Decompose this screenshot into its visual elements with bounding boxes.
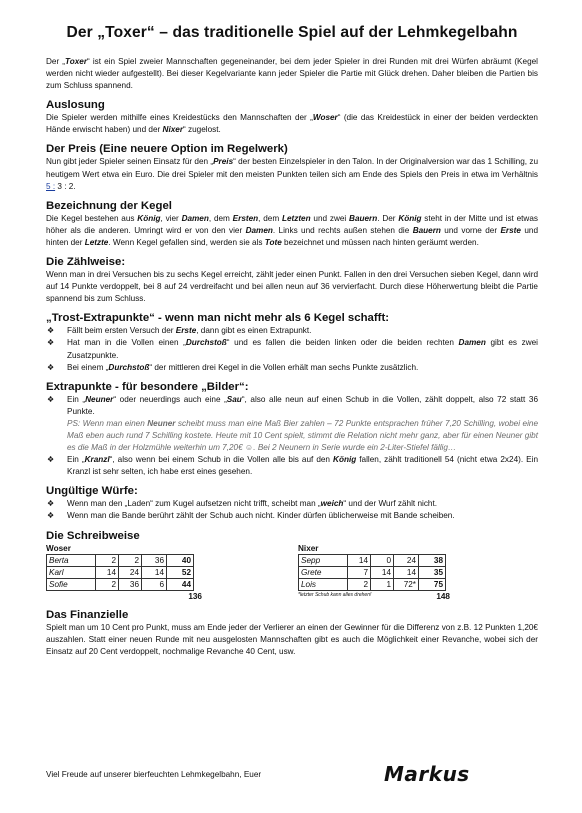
intro-text-2: “ ist ein Spiel zweier Mannschaften gegeneinander, bei dem jeder Spieler in drei Runden mit drei Würfen abräumt (Kegel werden nicht wieder aufgestellt). Bei dieser Kegelvariante kann jeder Spieler die Partie mit Glück drehen. Daher bleiben die Partien bis zum Schluss spannend. (46, 57, 538, 91)
text: Hat man in die Vollen einen „ (67, 338, 186, 348)
emph: Bauern (412, 225, 441, 235)
text: “ (die das Kreidestück in einer der beiden verdeckten Hände erwischt haben) und der (46, 113, 538, 135)
emph: Erste (175, 326, 197, 336)
page-title: Der „Toxer“ – das traditionelle Spiel auf der Lehmkegelbahn (66, 24, 518, 41)
ratio-link[interactable]: 5 : (46, 181, 56, 191)
section-heading-auslosung: Auslosung (46, 99, 105, 112)
emph: Letzte (84, 237, 109, 247)
round-2-cell: 14 (371, 566, 394, 578)
text: “, also wenn bei einem Schub in die Vollen alle bis auf den (109, 455, 334, 465)
round-3-cell: 72* (394, 578, 419, 590)
emph: weich (320, 499, 344, 509)
text: steht in der Mitte und ist etwas höher als die anderen. Umringt wird er von den vier (46, 213, 538, 235)
table-row (299, 578, 446, 590)
text: fallen, zählt traditionell 54 (nicht etwa 2x24). Ein Kranzl ist sehr selten, ich habe erst eines gesehen. (67, 455, 539, 477)
text: Nun gibt jeder Spieler seinen Einsatz für den „ (46, 157, 214, 167)
round-1-cell: 2 (96, 578, 119, 590)
round-1-cell: 14 (348, 554, 371, 566)
document-page (46, 24, 538, 658)
zaehlweise-paragraph: Wenn man in drei Versuchen bis zu sechs Kegel erreicht, zählt jeder einen Punkt. Fallen in den drei Versuchen sieben Kegel, dann wird auf 14 Punkte verdoppelt, bei 8 auf 24 verdreifacht und bei allen neun auf 36 vervierfacht. Durch diese Höherwertung bleibt die Partie spannend bis zum Schluss. (46, 270, 538, 304)
emph: Bauern (349, 213, 378, 223)
bullet-icon: ❖ (47, 511, 55, 521)
round-3-cell: 24 (394, 554, 419, 566)
round-1-cell: 7 (348, 566, 371, 578)
nixer-footnote: *letzter Schub kann alles drehen! (298, 591, 372, 598)
nixer-total: 148 (436, 591, 450, 601)
emph: Nixer (162, 125, 184, 135)
round-1-cell: 14 (96, 566, 119, 578)
preis-paragraph (46, 156, 538, 192)
emph: Durchstoß (185, 338, 227, 348)
closing-text: Viel Freude auf unserer bierfeuchten Lehmkegelbahn, Euer (46, 770, 262, 779)
woser-table-block (46, 544, 212, 602)
emph: Erste (500, 225, 521, 235)
list-item-text: Wenn man die Bande berührt zählt der Schub auch nicht. Kinder dürfen üblicherweise mit Bande scheiben. (67, 511, 455, 521)
text: “, also alle neun auf einen Schub in die Vollen, zählt doppelt, also 72 statt 36 Punkte. (67, 394, 538, 416)
emph: König (333, 455, 357, 465)
player-total-cell: 44 (167, 578, 194, 590)
list-item-text (67, 394, 538, 454)
list-item-text (67, 325, 538, 337)
emph: Tote (264, 237, 282, 247)
section-heading-extrapunkte: Extrapunkte - für besondere „Bilder“: (46, 380, 249, 393)
player-name-cell: Karl (47, 566, 96, 578)
section-heading-trost: „Trost-Extrapunkte“ - wenn man nicht mehr als 6 Kegel schafft: (46, 312, 390, 325)
player-name-cell: Berta (47, 554, 96, 566)
auslosung-paragraph (46, 112, 538, 136)
emph: Damen (458, 338, 486, 348)
nixer-table-block (298, 544, 458, 602)
emph: Sau (226, 394, 242, 404)
round-2-cell: 0 (371, 554, 394, 566)
round-2-cell: 2 (119, 554, 142, 566)
bullet-icon: ❖ (47, 394, 55, 404)
text: , dann gibt es einen Extrapunkt. (196, 326, 312, 336)
table-row (299, 566, 446, 578)
text: “ und es fallen die beiden linken oder die beiden rechten (226, 338, 459, 348)
list-item-text (67, 337, 538, 361)
round-3-cell: 6 (142, 578, 167, 590)
text: bezeichnet und müssen nach hinten geräumt werden. (281, 237, 479, 247)
emph: Durchstoß (108, 362, 150, 372)
intro-paragraph (46, 56, 538, 92)
list-item (46, 325, 538, 337)
round-2-cell: 36 (119, 578, 142, 590)
table-row (299, 554, 446, 566)
text: gibt es zwei Zusatzpunkte. (67, 338, 538, 360)
emph: Letzten (281, 213, 311, 223)
round-3-cell: 14 (142, 566, 167, 578)
text: . Der (377, 213, 399, 223)
text: Fällt beim ersten Versuch der (67, 326, 176, 336)
woser-table-title: Woser (46, 543, 71, 553)
table-row (47, 554, 194, 566)
section-heading-preis: Der Preis (Eine neuere Option im Regelwerk) (46, 143, 288, 156)
emph: Kranzl (84, 455, 110, 465)
player-name-cell: Sofie (47, 578, 96, 590)
text: und zwei (310, 213, 350, 223)
player-total-cell: 38 (419, 554, 446, 566)
list-item (46, 454, 538, 478)
kegel-paragraph (46, 213, 538, 249)
text: “ zugelost. (183, 125, 221, 135)
intro-text: Der „ (46, 57, 66, 66)
text: 3 : 2. (55, 181, 76, 191)
player-name-cell: Sepp (299, 554, 348, 566)
nixer-table (298, 554, 446, 591)
bullet-icon: ❖ (47, 455, 55, 465)
player-total-cell: 40 (167, 554, 194, 566)
ps-note (67, 418, 538, 454)
section-heading-kegel: Bezeichnung der Kegel (46, 199, 172, 212)
round-2-cell: 24 (119, 566, 142, 578)
nixer-table-title: Nixer (298, 543, 319, 553)
woser-table (46, 554, 194, 591)
text: scheibt muss man eine Maß Bier zahlen – 72 Punkte entsprachen früher 7,20 Schilling, wobei eine Maß eben auch rund 7 Schilling kostete. Heute mit 10 Cent spielt, stimmt die Relation nicht mehr ganz, aber für einen Neuner gibt es die Maß in der Holzmühle weiterhin um 7,20€ ☺. Bei 2 Neunern in Serie wurde ein 2-Liter-Stiefel fällig… (67, 418, 538, 453)
text: “ der mittleren drei Kegel in die Vollen erhält man sechs Punkte zusätzlich. (149, 362, 419, 372)
text: “ der besten Einzelspieler in den Talon. In der Originalversion war das 1 Schilling, zu heutigem Wert etwa ein Euro. Die drei Spieler mit den meisten Punkten teilen sich am Ende des Spiels den Preis in etwa im Verhältnis (46, 157, 538, 179)
section-heading-schreibweise: Die Schreibweise (46, 529, 140, 542)
emph: Ersten (232, 213, 259, 223)
table-row (47, 578, 194, 590)
list-item (46, 498, 538, 510)
section-heading-zaehlweise: Die Zählweise: (46, 256, 126, 269)
text: PS: Wenn man einen (67, 418, 148, 428)
text: Bei einem „ (67, 362, 109, 372)
list-item (46, 394, 538, 454)
text: . Wenn Kegel gefallen sind, werden sie als (108, 237, 265, 247)
text: Die Kegel bestehen aus (46, 213, 138, 223)
bullet-icon: ❖ (47, 499, 55, 509)
player-total-cell: 75 (419, 578, 446, 590)
player-total-cell: 52 (167, 566, 194, 578)
emph: König (398, 213, 422, 223)
table-row (47, 566, 194, 578)
text: , dem (208, 213, 233, 223)
text: , vier (160, 213, 182, 223)
text: “ und der Wurf zählt nicht. (343, 499, 438, 509)
list-item (46, 337, 538, 361)
emph: König (137, 213, 161, 223)
score-tables (46, 544, 538, 602)
text: , dem (258, 213, 282, 223)
signature: Markus (384, 762, 470, 786)
emph: Woser (312, 113, 338, 123)
intro-toxer: Toxer (65, 57, 88, 66)
round-1-cell: 2 (96, 554, 119, 566)
text: und vorne der (440, 225, 501, 235)
list-item-text (67, 362, 538, 374)
emph: Neuner (147, 418, 176, 428)
section-heading-finanzielles: Das Finanzielle (46, 608, 129, 621)
round-3-cell: 36 (142, 554, 167, 566)
player-total-cell: 35 (419, 566, 446, 578)
round-3-cell: 14 (394, 566, 419, 578)
emph: Neuner (85, 394, 114, 404)
text: Die Spieler werden mithilfe eines Kreidestücks den Mannschaften der „ (46, 113, 313, 123)
list-item-text (67, 498, 538, 510)
player-name-cell: Grete (299, 566, 348, 578)
finanz-paragraph: Spielt man um 10 Cent pro Punkt, muss am Ende jeder der Verlierer an einen der Gewinner für die Differenz von z.B. 12 Punkten 1,20€ auszahlen. Statt einer neuen Runde mit neu ausgelosten Mannschaften gibt es auch die Möglichkeit einer Revanche, wobei sich der Einsatz auf 20 Cent verdoppelt, nochmalige Revanche 40 Cent, usw. (46, 622, 538, 656)
text: und hinten der (46, 225, 539, 247)
text: . Links und rechts außen stehen die (272, 225, 413, 235)
list-item (46, 510, 538, 522)
emph: Damen (245, 225, 273, 235)
bullet-icon: ❖ (47, 326, 55, 336)
list-item (46, 362, 538, 374)
emph: Preis (213, 157, 234, 167)
bullet-icon: ❖ (47, 362, 55, 372)
round-1-cell: 2 (348, 578, 371, 590)
text: “ oder neuerdings auch eine „ (113, 394, 227, 404)
emph: Damen (181, 213, 209, 223)
text: Ein „ (67, 455, 85, 465)
player-name-cell: Lois (299, 578, 348, 590)
text: Wenn man den „Laden“ zum Kugel aufsetzen nicht trifft, scheibt man „ (67, 499, 321, 509)
woser-total: 136 (188, 591, 202, 601)
round-2-cell: 1 (371, 578, 394, 590)
text: Ein „ (67, 394, 86, 404)
list-item-text (67, 454, 538, 478)
bullet-icon: ❖ (47, 338, 55, 348)
section-heading-ungueltig: Ungültige Würfe: (46, 485, 138, 498)
